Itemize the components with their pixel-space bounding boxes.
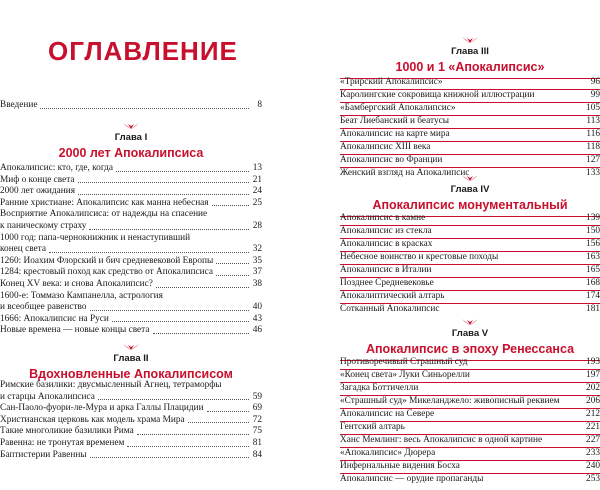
entry-title: «Апокалипсис» Дюрера — [340, 448, 436, 458]
dot-leader — [156, 287, 249, 288]
entry-title: Апокалипсис: кто, где, когда — [0, 163, 114, 173]
entry-page: 221 — [586, 422, 600, 432]
entry-page: 174 — [586, 291, 600, 301]
entry-title: Позднее Средневековье — [340, 278, 434, 288]
toc-entry[interactable] — [0, 175, 262, 187]
entry-title: Апокалипсис во Франции — [340, 155, 443, 165]
dot-leader — [90, 457, 249, 458]
dot-leader — [78, 194, 249, 195]
toc-entry[interactable] — [0, 244, 262, 256]
toc-entry[interactable] — [340, 226, 600, 239]
dot-leader — [112, 321, 249, 322]
toc-entry[interactable] — [0, 426, 262, 438]
chapter-2-heading — [0, 343, 262, 382]
toc-entry[interactable] — [0, 267, 262, 279]
chapter-title: 2000 лет Апокалипсиса — [58, 146, 204, 160]
entry-title: Конец XV века: и снова Апокалипсис? — [0, 278, 153, 289]
entry-page: 46 — [252, 325, 262, 336]
entry-page: 81 — [252, 437, 262, 448]
entry-page: 25 — [252, 197, 262, 208]
chapter-3-entries — [340, 77, 600, 180]
chapter-title: Вдохновленные Апокалипсисом — [29, 367, 233, 381]
dot-leader — [98, 399, 249, 400]
toc-entry[interactable] — [340, 304, 600, 316]
toc-entry[interactable] — [340, 213, 600, 226]
entry-page: 181 — [586, 304, 600, 314]
toc-entry[interactable] — [340, 239, 600, 252]
entry-title: 1284: крестовый поход как средство от Апокалипсиса — [0, 267, 214, 278]
winged-ornament-icon — [461, 318, 479, 326]
dot-leader — [90, 310, 250, 311]
entry-page: 206 — [586, 396, 600, 406]
winged-ornament-icon — [122, 343, 140, 351]
toc-entry[interactable] — [340, 291, 600, 304]
entry-title-line: конец света — [0, 244, 46, 255]
entry-title-line: и всеобщее равенство — [0, 302, 87, 313]
chapter-label: Глава IV — [450, 184, 490, 195]
entry-title: 1666: Апокалипсис на Руси — [0, 313, 109, 324]
toc-entry[interactable] — [340, 396, 600, 409]
entry-title: Беат Лиебанский и беатусы — [340, 116, 450, 126]
entry-page: 197 — [586, 370, 600, 380]
chapter-label: Глава I — [114, 132, 148, 143]
chapter-title: 1000 и 1 «Апокалипсис» — [395, 60, 545, 74]
chapter-label: Глава V — [451, 328, 489, 339]
entry-title: Равенна: не тронутая временем — [0, 437, 125, 448]
entry-page: 69 — [252, 403, 262, 414]
toc-entry[interactable] — [0, 221, 262, 233]
entry-title-line: к паническому страху — [0, 220, 87, 231]
entry-page: 227 — [586, 435, 600, 445]
entry-page: 21 — [252, 174, 262, 185]
entry-page: 202 — [586, 383, 600, 393]
toc-entry[interactable] — [0, 163, 262, 175]
entry-title: Апокалипсис в красках — [340, 239, 433, 249]
entry-title-line: Восприятие Апокалипсиса: от надежды на спасение — [0, 209, 208, 220]
entry-page: 72 — [252, 414, 262, 425]
toc-entry[interactable] — [0, 415, 262, 427]
entry-page: 233 — [586, 448, 600, 458]
entry-title: «Страшный суд» Микеланджело: живописный реквием — [340, 396, 560, 406]
entry-title: Сан-Паоло-фуори-ле-Мура и арка Галлы Плацидии — [0, 403, 204, 414]
entry-title: 1260: Иоахим Флорский и бич средневековой Европы — [0, 255, 214, 266]
entry-page: 99 — [590, 90, 600, 100]
dot-leader — [153, 333, 250, 334]
entry-page: 113 — [586, 116, 600, 126]
entry-title: Апокалипсис — орудие пропаганды — [340, 474, 484, 484]
toc-entry[interactable] — [340, 422, 600, 435]
entry-title: Такие многоликие базилики Рима — [0, 426, 134, 437]
entry-title: Загадка Боттичелли — [340, 383, 419, 393]
toc-entry[interactable] — [340, 129, 600, 142]
toc-entry[interactable] — [340, 357, 600, 370]
entry-title: Каролингские сокровища книжной иллюстрации — [340, 90, 535, 100]
dot-leader — [188, 422, 249, 423]
entry-title-line: 1600-е: Томмазо Кампанелла, астрология — [0, 290, 163, 301]
toc-entry[interactable] — [340, 155, 600, 168]
entry-title: 2000 лет ожидания — [0, 186, 75, 197]
toc-entry[interactable] — [340, 448, 600, 461]
entry-title: Новые времена — новые концы света — [0, 325, 150, 336]
toc-entry[interactable] — [0, 403, 262, 415]
entry-page: 165 — [586, 265, 600, 275]
entry-title: Апокалипсис XIII века — [340, 142, 431, 152]
entry-page: 24 — [252, 186, 262, 197]
entry-page: 139 — [586, 213, 600, 223]
entry-title: Ханс Мемлинг: весь Апокалипсис в одной картине — [340, 435, 543, 445]
entry-page: 193 — [586, 357, 600, 367]
entry-page: 40 — [252, 302, 262, 313]
entry-page: 163 — [586, 252, 600, 262]
entry-page: 8 — [257, 100, 262, 110]
entry-title: Баптистерии Равенны — [0, 449, 87, 460]
toc-entry[interactable] — [340, 409, 600, 422]
entry-title: Инфернальные видения Босха — [340, 461, 460, 471]
chapter-title: Апокалипсис монументальный — [372, 198, 568, 212]
toc-entry[interactable] — [340, 142, 600, 155]
entry-page: 43 — [252, 313, 262, 324]
dot-leader — [137, 434, 249, 435]
entry-title: Апокалипсис на карте мира — [340, 129, 450, 139]
intro-entry-block — [0, 100, 262, 112]
entry-page: 133 — [586, 168, 600, 178]
toc-entry[interactable] — [0, 392, 262, 404]
toc-entry[interactable] — [340, 252, 600, 265]
toc-entry[interactable] — [0, 314, 262, 326]
entry-title-line: Римские базилики: двусмысленный Агнец, тетраморфы — [0, 380, 222, 390]
dot-leader — [207, 411, 249, 412]
chapter-label: Глава II — [113, 353, 149, 364]
entry-title: Апокалипсис в камне — [340, 213, 426, 223]
chapter-5-entries — [340, 357, 600, 486]
entry-page: 75 — [252, 426, 262, 437]
entry-page: 118 — [586, 142, 600, 152]
entry-page: 37 — [252, 267, 262, 278]
entry-title: Введение — [0, 100, 38, 110]
entry-page: 105 — [586, 103, 600, 113]
toc-entry[interactable] — [0, 302, 262, 314]
entry-page: 38 — [252, 278, 262, 289]
entry-page: 28 — [252, 220, 262, 231]
entry-title-line: и старцы Апокалипсиса — [0, 391, 95, 402]
toc-entry[interactable] — [340, 77, 600, 90]
chapter-5-heading — [340, 318, 600, 361]
toc-entry[interactable] — [340, 383, 600, 396]
entry-title: Апокалипсис из стекла — [340, 226, 432, 236]
toc-entry[interactable] — [0, 198, 262, 210]
entry-page: 212 — [586, 409, 600, 419]
entry-page: 240 — [586, 461, 600, 471]
entry-page: 127 — [586, 155, 600, 165]
toc-entry[interactable] — [0, 438, 262, 450]
dot-leader — [40, 108, 249, 109]
toc-entry[interactable] — [340, 116, 600, 129]
entry-title: «Бамбергский Апокалипсис» — [340, 103, 456, 113]
entry-page: 35 — [252, 255, 262, 266]
toc-entry[interactable] — [0, 450, 262, 462]
entry-page: 156 — [586, 239, 600, 249]
dot-leader — [116, 171, 249, 172]
entry-title: Женский взгляд на Апокалипсис — [340, 168, 470, 178]
entry-title: Апокалипсис в Италии — [340, 265, 432, 275]
chapter-4-heading — [340, 174, 600, 217]
winged-ornament-icon — [122, 122, 140, 130]
entry-title: Противоречивый Страшный суд — [340, 357, 468, 367]
winged-ornament-icon — [461, 36, 479, 44]
dot-leader — [89, 229, 249, 230]
page-title: ОГЛАВЛЕНИЕ — [48, 36, 238, 66]
entry-page: 13 — [252, 163, 262, 173]
entry-title: Сотканный Апокалипсис — [340, 304, 440, 314]
chapter-2-entries — [0, 380, 262, 461]
toc-entry[interactable] — [0, 256, 262, 268]
entry-page: 96 — [590, 77, 600, 87]
entry-title: «Конец света» Луки Синьорелли — [340, 370, 470, 380]
toc-entry-intro[interactable] — [0, 100, 262, 112]
chapter-1-entries — [0, 163, 262, 337]
toc-entry[interactable] — [340, 474, 600, 486]
dot-leader — [216, 263, 249, 264]
entry-page: 150 — [586, 226, 600, 236]
entry-title: Апокалиптический алтарь — [340, 291, 445, 301]
entry-title: «Трирский Апокалипсис» — [340, 77, 443, 87]
dot-leader — [127, 446, 249, 447]
entry-page: 59 — [252, 391, 262, 402]
toc-entry[interactable] — [0, 279, 262, 291]
chapter-3-heading — [340, 36, 600, 79]
chapter-title: Апокалипсис в эпоху Ренессанса — [365, 342, 575, 356]
toc-entry[interactable] — [340, 103, 600, 116]
entry-page: 253 — [586, 474, 600, 484]
entry-title: Христианская церковь как модель храма Мира — [0, 414, 185, 425]
entry-title: Апокалипсис на Севере — [340, 409, 435, 419]
toc-entry[interactable] — [340, 435, 600, 448]
toc-entry[interactable] — [0, 186, 262, 198]
entry-title: Небесное воинство и крестовые походы — [340, 252, 499, 262]
toc-entry[interactable] — [340, 265, 600, 278]
toc-entry[interactable] — [340, 90, 600, 103]
entry-title: Ранние христиане: Апокалипсис как манна небесная — [0, 197, 209, 208]
entry-title: Миф о конце света — [0, 174, 75, 185]
entry-page: 168 — [586, 278, 600, 288]
chapter-4-entries — [340, 213, 600, 316]
dot-leader — [212, 205, 249, 206]
toc-entry[interactable] — [340, 370, 600, 383]
entry-title-line: 1000 год: папа-чернокнижник и ненаступивший — [0, 232, 191, 243]
dot-leader — [49, 252, 249, 253]
dot-leader — [216, 275, 249, 276]
chapter-label: Глава III — [451, 46, 489, 57]
dot-leader — [78, 182, 249, 183]
entry-page: 84 — [252, 449, 262, 460]
winged-ornament-icon — [461, 174, 479, 182]
entry-title: Гентский алтарь — [340, 422, 405, 432]
toc-entry[interactable] — [340, 461, 600, 474]
entry-page: 32 — [252, 244, 262, 255]
entry-page: 116 — [586, 129, 600, 139]
chapter-1-heading — [0, 122, 262, 161]
toc-entry[interactable] — [0, 325, 262, 337]
toc-entry[interactable] — [340, 278, 600, 291]
